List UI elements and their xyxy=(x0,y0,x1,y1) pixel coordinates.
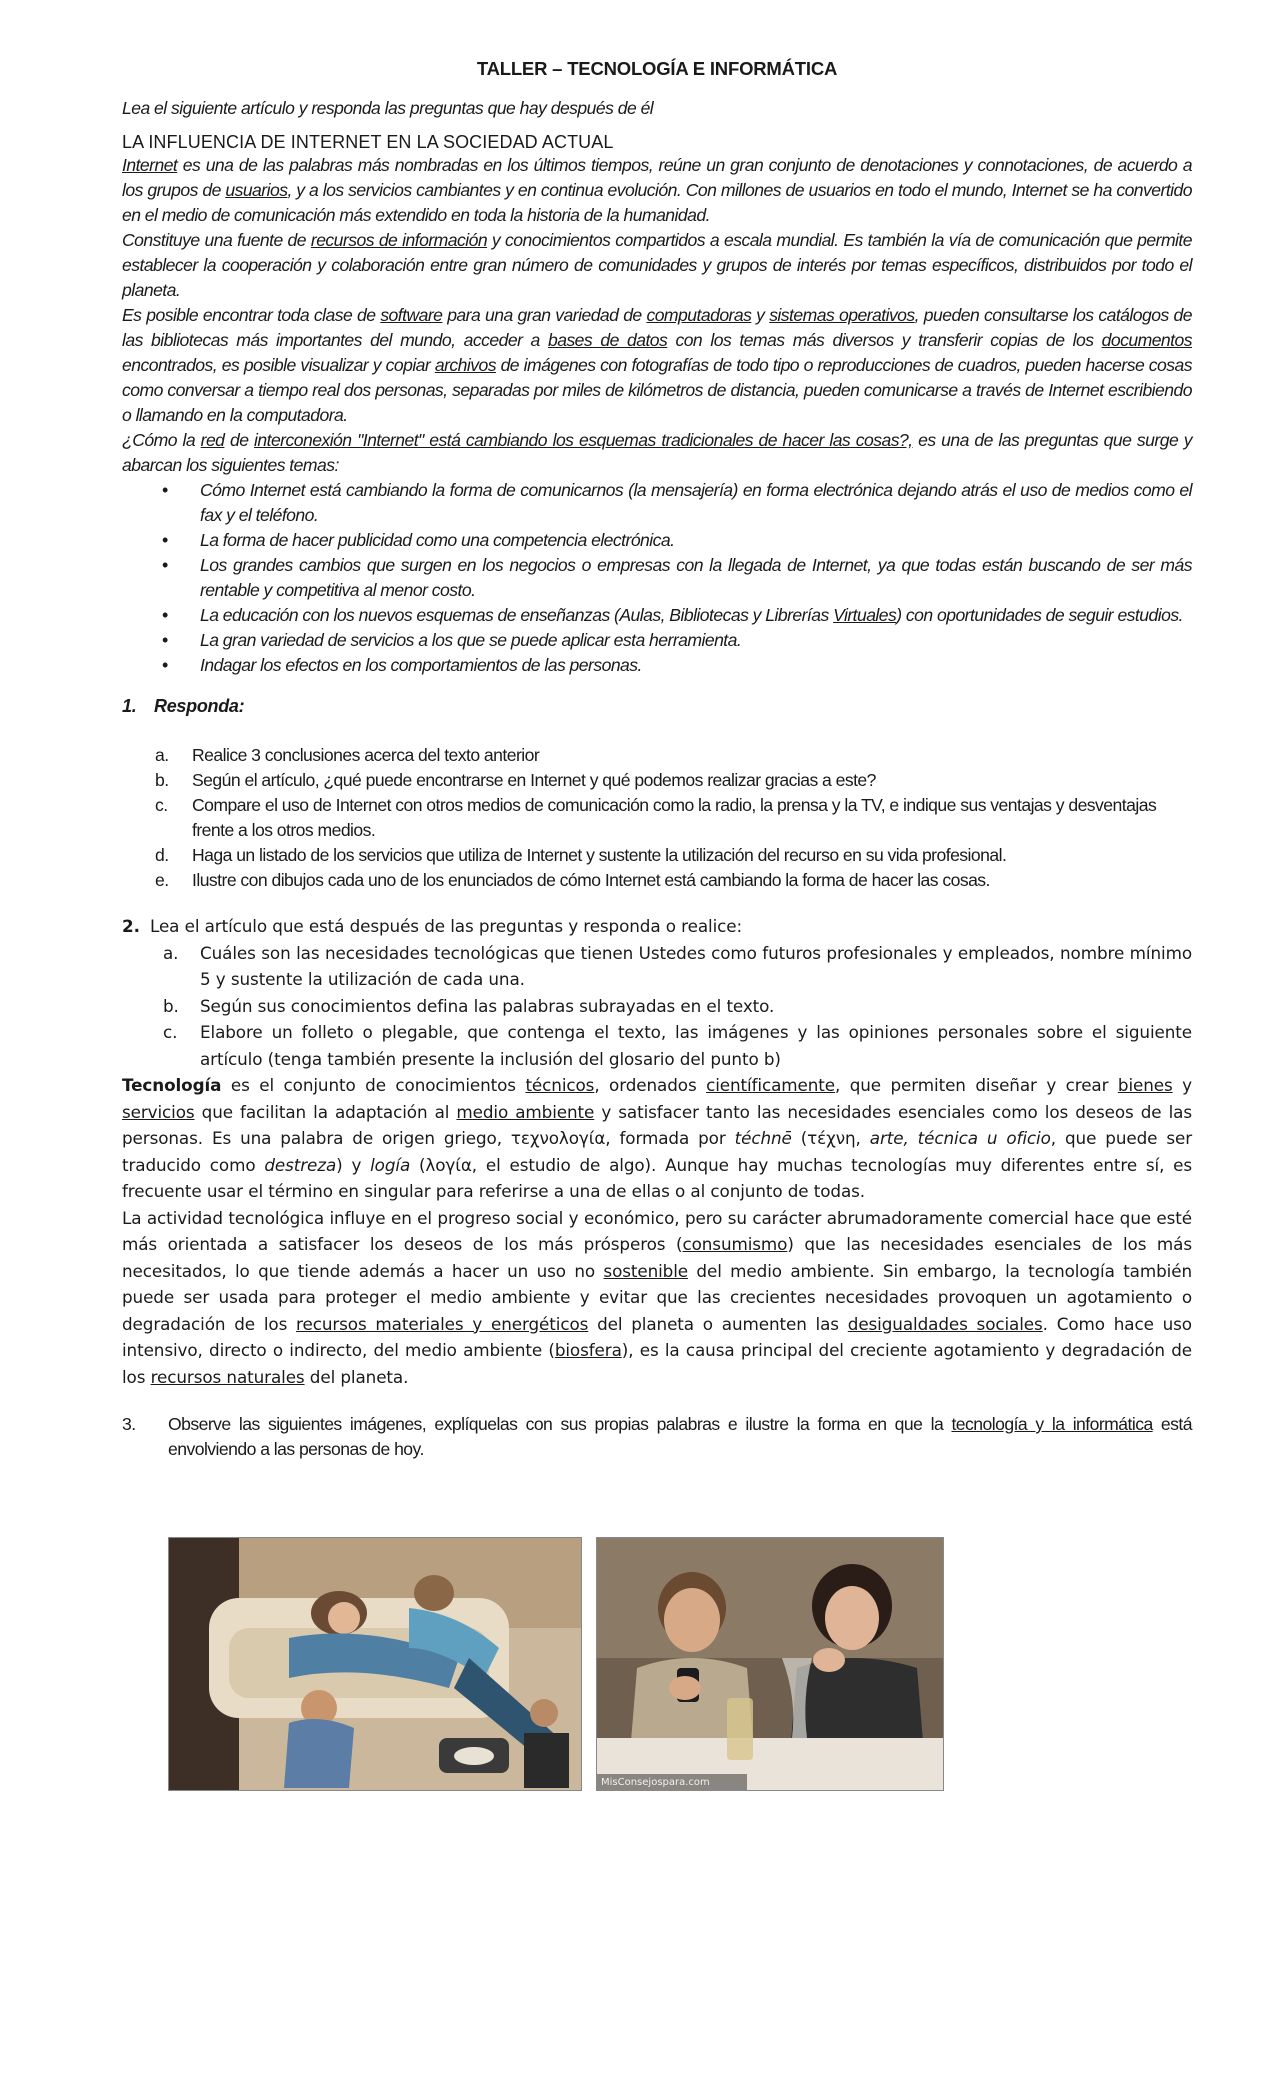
link-internet[interactable]: Internet xyxy=(122,155,178,175)
link-computadoras[interactable]: computadoras xyxy=(646,305,752,325)
link-servicios[interactable]: servicios xyxy=(122,1101,195,1122)
link-documentos[interactable]: documentos xyxy=(1101,330,1192,350)
link-recursos-materiales[interactable]: recursos materiales y energéticos xyxy=(296,1313,589,1334)
photo-watermark: MisConsejospara.com xyxy=(601,1777,710,1788)
technology-paragraph-1: Tecnología es el conjunto de conocimientos técnicos, ordenados científicamente, que permiten diseñar y crear bienes y servicios que facilitan la adaptación al medio ambiente y satisfacer tanto las necesidades esenciales como los deseos de las personas. Es una palabra de origen griego, τεχνολογία, formada por téchnē (τέχνη, arte, técnica u oficio, que puede ser traducido como destreza) y logía (λογία, el estudio de algo). Aunque hay muchas tecnologías muy diferentes entre sí, es frecuente usar el término en singular para referirse a una de ellas o al conjunto de todas. xyxy=(122,1075,1193,1201)
technology-paragraph-2: La actividad tecnológica influye en el progreso social y económico, pero su carácter abrumadoramente comercial hace que esté más orientada a satisfacer los deseos de los más prósperos (consumismo) que las necesidades esenciales de los más necesitados, lo que tiende además a hacer un uso no sostenible del medio ambiente. Sin embargo, la tecnología también puede ser usada para proteger el medio ambiente y evitar que las crecientes necesidades provoquen un agotamiento o degradación de los recursos materiales y energéticos del planeta o aumenten las desigualdades sociales. Como hace uso intensivo, directo o indirecto, del medio ambiente (biosfera), es la causa principal del creciente agotamiento y degradación de los recursos naturales del planeta. xyxy=(122,1207,1193,1387)
link-desigualdades-sociales[interactable]: desigualdades sociales xyxy=(847,1313,1043,1334)
link-medio-ambiente[interactable]: medio ambiente xyxy=(456,1101,595,1122)
question-2-items xyxy=(122,940,1192,1073)
topics-list xyxy=(122,478,1192,678)
link-interconexion[interactable]: interconexión xyxy=(254,430,352,450)
intro-instruction: Lea el siguiente artículo y responda las preguntas que hay después de él xyxy=(122,98,654,118)
list-item: c. Compare el uso de Internet con otros medios de comunicación como la radio, la prensa y la TV, e indique sus ventajas y desventajas frente a los otros medios. xyxy=(155,795,1157,840)
link-biosfera[interactable]: biosfera xyxy=(554,1340,622,1360)
link-bienes[interactable]: bienes xyxy=(1117,1075,1173,1095)
link-recursos-naturales[interactable]: recursos naturales xyxy=(150,1366,305,1387)
family-devices-illustration xyxy=(169,1538,581,1790)
page-title: TALLER – TECNOLOGÍA E INFORMÁTICA xyxy=(476,58,838,79)
list-item: • Los grandes cambios que surgen en los negocios o empresas con la llegada de Internet, ya que todas están buscando de ser más rentable y competitiva al menor costo. xyxy=(200,553,1192,603)
article-paragraph-2: Constituye una fuente de recursos de información y conocimientos compartidos a escala mundial. Es también la vía de comunicación que permite establecer la cooperación y colaboración entre gran número de comunidades y grupos de interés por temas específicos, distribuidos por todo el planeta. xyxy=(122,230,1192,300)
link-red[interactable]: red xyxy=(200,430,225,450)
article-paragraph-3: Es posible encontrar toda clase de software para una gran variedad de computadoras y sistemas operativos, pueden consultarse los catálogos de las bibliotecas más importantes del mundo, acceder a bases de datos con los temas más diversos y transferir copias de los documentos encontrados, es posible visualizar y copiar archivos de imágenes con fotografías de todo tipo o reproducciones de cuadros, pueden hacerse cosas como conversar a tiempo real dos personas, separadas por miles de kilómetros de distancia, pueden comunicarse a través de Internet escribiendo o llamando en la computadora. xyxy=(122,305,1193,425)
list-item: e. Ilustre con dibujos cada uno de los enunciados de cómo Internet está cambiando la forma de hacer las cosas. xyxy=(155,870,990,890)
list-item: a. Realice 3 conclusiones acerca del texto anterior xyxy=(155,745,540,765)
link-archivos[interactable]: archivos xyxy=(434,355,496,375)
list-item: b. Según sus conocimientos defina las palabras subrayadas en el texto. xyxy=(163,995,775,1016)
link-tecnologia-informatica[interactable]: tecnología y la informática xyxy=(951,1414,1153,1434)
link-esquemas-tradicionales[interactable]: "Internet" está cambiando los esquemas tradicionales de hacer las cosas?, xyxy=(351,430,913,450)
photos-row xyxy=(168,1537,948,1789)
question-1-heading: 1. Responda: xyxy=(122,696,245,716)
list-item: • La educación con los nuevos esquemas de enseñanzas (Aulas, Bibliotecas y Librerías Virtuales) con oportunidades de seguir estudios. xyxy=(200,603,1192,628)
question-2-heading: 2. Lea el artículo que está después de las preguntas y responda o realice: xyxy=(122,916,743,936)
article-paragraph-1: Internet es una de las palabras más nombradas en los últimos tiempos, reúne un gran conjunto de denotaciones y connotaciones, de acuerdo a los grupos de usuarios, y a los servicios cambiantes y en continua evolución. Con millones de usuarios en todo el mundo, Internet se ha convertido en el medio de comunicación más extendido en toda la historia de la humanidad. xyxy=(122,155,1192,225)
list-item: d. Haga un listado de los servicios que utiliza de Internet y sustente la utilización del recurso en su vida profesional. xyxy=(155,845,1007,865)
link-sistemas-operativos[interactable]: sistemas operativos xyxy=(769,305,915,325)
link-cientificamente[interactable]: científicamente xyxy=(706,1075,835,1095)
link-consumismo[interactable]: consumismo xyxy=(682,1234,788,1254)
question-3: 3. Observe las siguientes imágenes, explíquelas con sus propias palabras e ilustre la forma en que la tecnología y la informática está envolviendo a las personas de hoy. xyxy=(122,1414,1192,1459)
couple-phone-photo xyxy=(596,1537,944,1791)
question-1-items xyxy=(122,743,1192,893)
article-title: LA INFLUENCIA DE INTERNET EN LA SOCIEDAD ACTUAL xyxy=(122,132,614,152)
article-paragraph-4: ¿Cómo la red de interconexión "Internet" está cambiando los esquemas tradicionales de hacer las cosas?, es una de las preguntas que surge y abarcan los siguientes temas: xyxy=(122,430,1192,475)
list-item: • Cómo Internet está cambiando la forma de comunicarnos (la mensajería) en forma electrónica dejando atrás el uso de medios como el fax y el teléfono. xyxy=(200,478,1192,528)
link-usuarios[interactable]: usuarios xyxy=(225,180,288,200)
couple-phone-illustration xyxy=(597,1538,943,1790)
link-software[interactable]: software xyxy=(380,305,443,325)
list-item: c. Elabore un folleto o plegable, que contenga el texto, las imágenes y las opiniones personales sobre el siguiente artículo (tenga también presente la inclusión del glosario del punto b) xyxy=(163,1022,1192,1069)
list-item: • La forma de hacer publicidad como una competencia electrónica. xyxy=(200,528,1192,553)
list-item: • La gran variedad de servicios a los que se puede aplicar esta herramienta. xyxy=(200,628,1192,653)
family-devices-photo xyxy=(168,1537,582,1791)
link-bases-de-datos[interactable]: bases de datos xyxy=(547,330,668,350)
document-page xyxy=(122,58,1192,1462)
link-sostenible[interactable]: sostenible xyxy=(603,1260,689,1281)
link-tecnicos[interactable]: técnicos xyxy=(525,1075,595,1095)
link-recursos-de-informacion[interactable]: recursos de información xyxy=(310,230,488,250)
list-item: a. Cuáles son las necesidades tecnológicas que tienen Ustedes como futuros profesionales y empleados, nombre mínimo 5 y sustente la utilización de cada una. xyxy=(163,942,1192,989)
list-item: b. Según el artículo, ¿qué puede encontrarse en Internet y qué podemos realizar gracias a este? xyxy=(155,770,876,790)
link-virtuales[interactable]: Virtuales xyxy=(833,605,897,625)
list-item: • Indagar los efectos en los comportamientos de las personas. xyxy=(200,653,1192,678)
